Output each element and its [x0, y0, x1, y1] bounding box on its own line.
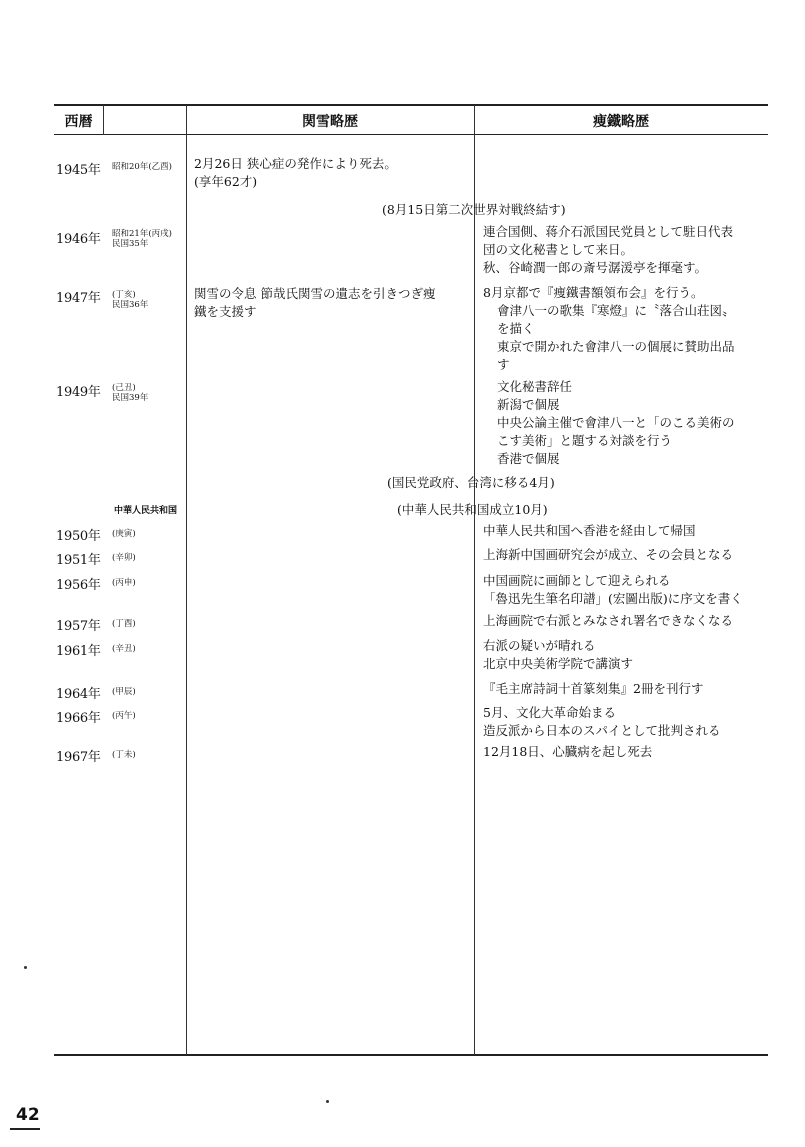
sotetsu-entry-1961: 右派の疑いが晴れる 北京中央美術学院で講演す: [483, 638, 634, 671]
era-1964: (甲辰): [112, 687, 136, 697]
sotetsu-entry-1947: 8月京都で『痩鐵書額領布会』を行う。 會津八一の歌集『寒燈』に〝落合山荘図〟 を描く 東京で開かれた會津八一の個展に賛助出品 す: [483, 285, 735, 372]
sotetsu-entry-1964: 『毛主席詩詞十首篆刻集』2冊を刊行す: [483, 681, 704, 696]
sotetsu-entry-1951: 上海新中国画研究会が成立、その会員となる: [483, 547, 734, 562]
column-divider-sotetsu: [474, 105, 475, 1055]
year-1967: 1967年: [56, 750, 101, 765]
header-kansetsu: 関雪略歴: [302, 114, 358, 130]
year-1949: 1949年: [56, 385, 101, 400]
table-header-rule: [54, 134, 768, 135]
page-number: 42: [16, 1105, 40, 1125]
sotetsu-entry-1950: 中華人民共和国へ香港を経由して帰国: [483, 523, 696, 538]
year-1964: 1964年: [56, 687, 101, 702]
sotetsu-entry-1956: 中国画院に画師として迎えられる 「魯迅先生筆名印譜」(宏圖出版)に序文を書く: [483, 573, 743, 606]
note-prc-founded: (中華人民共和国成立10月): [397, 502, 548, 517]
print-speck: [24, 966, 27, 969]
year-1957: 1957年: [56, 619, 101, 634]
era-1951: (辛卯): [112, 553, 136, 563]
header-year: 西暦: [64, 114, 93, 130]
year-1956: 1956年: [56, 578, 101, 593]
year-1947: 1947年: [56, 291, 101, 306]
print-speck: [326, 1100, 329, 1103]
era-1967: (丁未): [112, 750, 136, 760]
sotetsu-entry-1946: 連合国側、蒋介石派国民党員として駐日代表 団の文化秘書として来日。 秋、谷崎潤一郎の斎号潺湲亭を揮毫す。: [483, 224, 734, 275]
era-1946: 昭和21年(丙戌) 民国35年: [112, 229, 172, 249]
kansetsu-entry-1947: 関雪の令息 節哉氏関雪の遺志を引きつぎ痩 鐵を支援す: [194, 286, 436, 319]
era-1961: (辛丑): [112, 644, 136, 654]
table-bottom-rule: [54, 1054, 768, 1056]
kansetsu-entry-1945: 2月26日 狭心症の発作により死去。 (享年62才): [194, 156, 397, 189]
sotetsu-entry-1967: 12月18日、心臓病を起し死去: [483, 744, 653, 759]
year-1950: 1950年: [56, 529, 101, 544]
column-divider-era: [103, 105, 104, 135]
sotetsu-entry-1949: 文化秘書辞任 新潟で個展 中央公論主催で會津八一と「のこる美術の こす美術」と題する対談を行う 香港で個展: [497, 379, 735, 466]
year-1961: 1961年: [56, 644, 101, 659]
era-1957: (丁酉): [112, 619, 136, 629]
era-1950: (庚寅): [112, 529, 136, 539]
year-1951: 1951年: [56, 553, 101, 568]
sotetsu-entry-1957: 上海画院で右派とみなされ署名できなくなる: [483, 613, 734, 628]
column-divider-kansetsu: [186, 105, 187, 1055]
era-1947: (丁亥) 民国36年: [112, 290, 149, 310]
note-war-end: (8月15日第二次世界対戦終結す): [382, 202, 566, 217]
era-1945: 昭和20年(乙酉): [112, 162, 172, 172]
era-1966: (丙午): [112, 711, 136, 721]
year-1945: 1945年: [56, 163, 101, 178]
page-number-underline: [10, 1128, 40, 1130]
era-1949: (己丑) 民国39年: [112, 383, 149, 403]
prc-era-label: 中華人民共和国: [114, 506, 178, 516]
table-top-rule: [54, 104, 768, 106]
era-1956: (丙申): [112, 578, 136, 588]
year-1966: 1966年: [56, 711, 101, 726]
note-kmt-taiwan: (国民党政府、台湾に移る4月): [387, 475, 555, 490]
year-1946: 1946年: [56, 232, 101, 247]
header-sotetsu: 痩鐵略歴: [593, 114, 649, 130]
sotetsu-entry-1966: 5月、文化大革命始まる 造反派から日本のスパイとして批判される: [483, 705, 721, 738]
